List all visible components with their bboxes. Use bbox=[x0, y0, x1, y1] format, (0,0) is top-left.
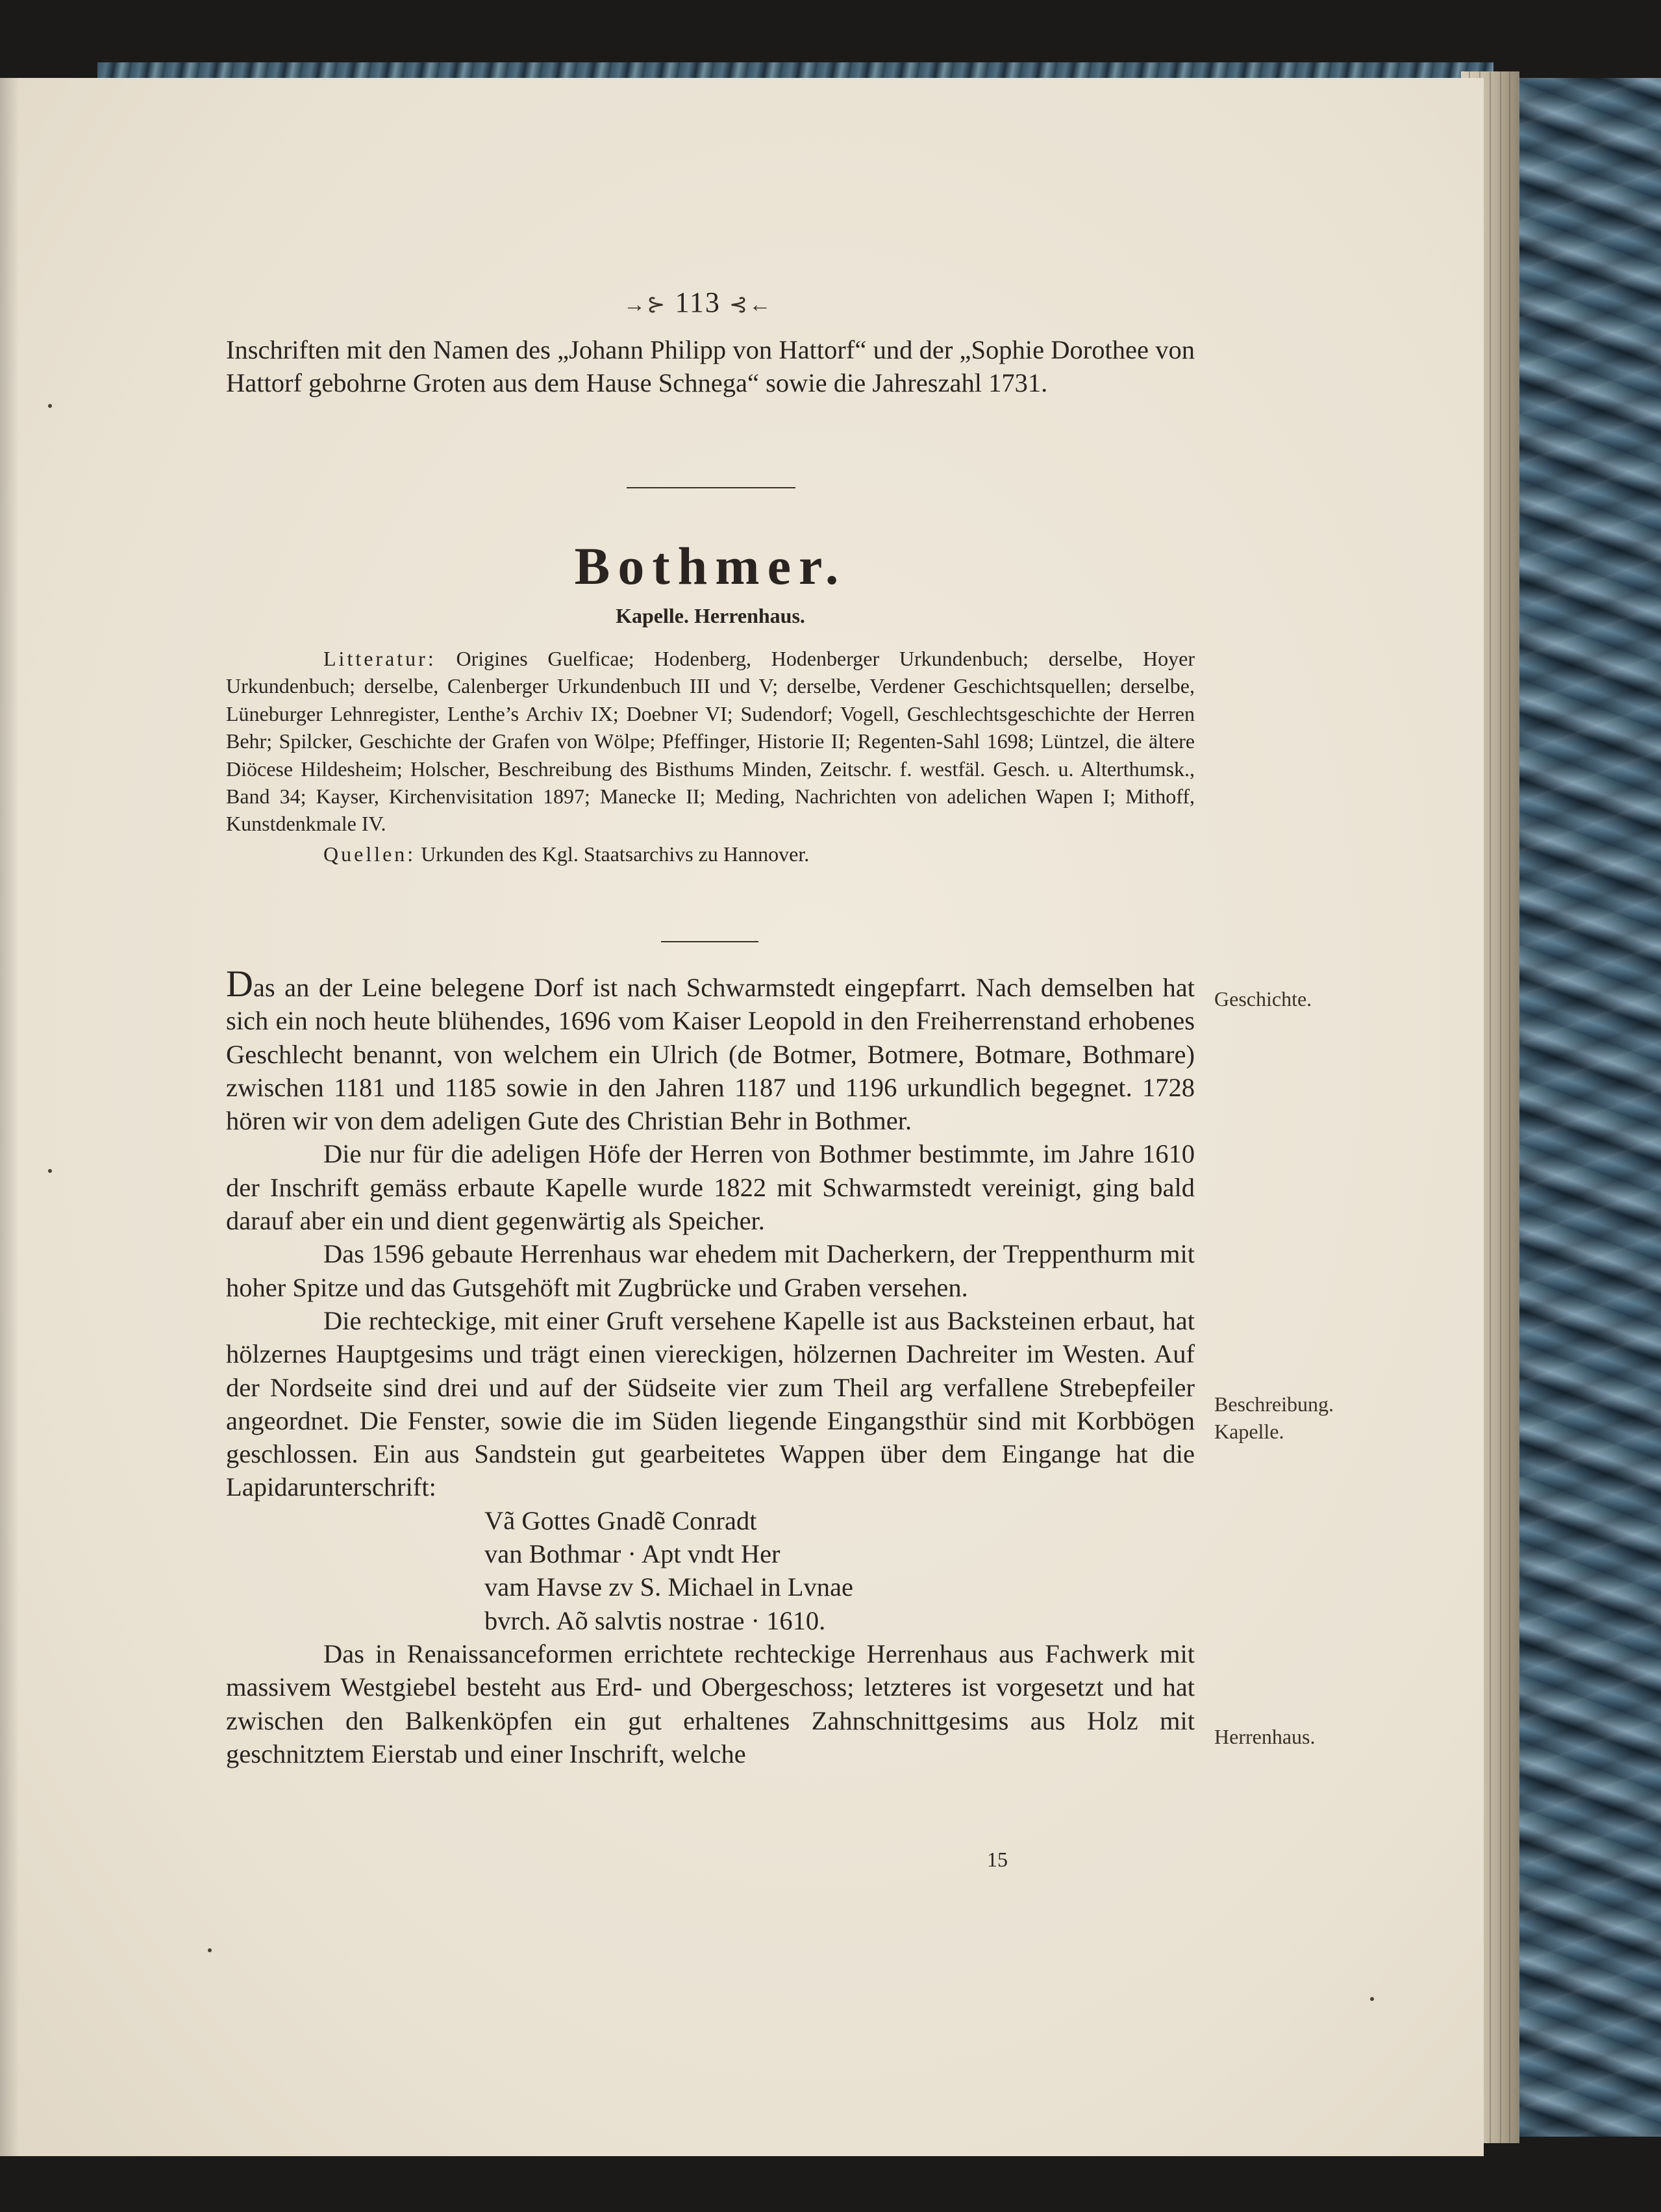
literature-entry bbox=[226, 645, 1195, 838]
header-ornament-left: →⊱ bbox=[623, 293, 667, 317]
inscription-line: vam Havse zv S. Michael in Lvnae bbox=[484, 1572, 853, 1602]
sources-text: Urkunden des Kgl. Staatsarchivs zu Hannover. bbox=[421, 842, 810, 866]
intro-text: Inschriften mit den Namen des „Johann Philipp von Hattorf“ und der „Sophie Dorothee von Hattorf gebohrne Groten aus dem Hause Schnega“ sowie die Jahreszahl 1731. bbox=[226, 335, 1195, 398]
paragraph-history: Das an der Leine belegene Dorf ist nach Schwarmstedt eingepfarrt. Nach demselben hat sich ein noch heute blühendes, 1696 vom Kaiser Leopold in den Freiherrenstand erhobenes Geschlecht benannt, von welchem ein Ulrich (de Botmer, Botmere, Botmare, Bothmare) zwischen 1181 und 1185 sowie in den Jahren 1187 und 1196 urkundlich begegnet. 1728 hören wir von dem adeligen Gute des Christian Behr in Bothmer. bbox=[226, 962, 1195, 1136]
marbled-cover-edge bbox=[1513, 78, 1661, 2137]
sources-entry bbox=[226, 840, 1195, 868]
paragraph-chapel-description: Die rechteckige, mit einer Gruft versehene Kapelle ist aus Backsteinen erbaut, hat hölzernes Hauptgesims und trägt einen viereckigen, hölzernen Dachreiter im Westen. Auf der Nordseite sind drei und auf der Südseite vier zum Theil arg verfallene Strebepfeiler angeordnet. Die Fenster, sowie die im Süden liegende Eingangsthür sind mit Korbbögen geschlossen. Ein aus Sandstein gut gearbeitetes Wappen über dem Eingange hat die Lapidarunterschrift: bbox=[226, 1305, 1195, 1502]
margin-note-geschichte: Geschichte. bbox=[1214, 987, 1312, 1011]
header-ornament-right: ⊰← bbox=[729, 293, 773, 317]
section-divider-bottom bbox=[661, 941, 758, 942]
inscription-line: van Bothmar · Apt vndt Her bbox=[484, 1539, 781, 1569]
paragraph-manor-history: Das 1596 gebaute Herrenhaus war ehedem mit Dacherkern, der Treppenthurm mit hoher Spitze und das Gutsgehöft mit Zugbrücke und Graben versehen. bbox=[226, 1239, 1195, 1302]
section-subtitle: Kapelle. Herrenhaus. bbox=[616, 604, 805, 627]
intro-paragraph bbox=[226, 333, 1195, 400]
paragraph-chapel-history: Die nur für die adeligen Höfe der Herren von Bothmer bestimmte, im Jahre 1610 der Inschrift gemäss erbaute Kapelle wurde 1822 mit Schwarmstedt vereinigt, ging bald darauf aber ein und dient gegenwärtig als Speicher. bbox=[226, 1139, 1195, 1236]
inscription-line: Vã Gottes Gnadẽ Conradt bbox=[484, 1505, 757, 1535]
section-title: Bothmer. bbox=[574, 536, 847, 596]
margin-note-kapelle: Kapelle. bbox=[1214, 1420, 1284, 1443]
gutter-shadow bbox=[0, 78, 19, 2156]
paragraph-manor-description: Das in Renaissanceformen errichtete rechteckige Herrenhaus aus Fachwerk mit massivem Westgiebel besteht aus Erd- und Obergeschoss; letzteres ist vorgesetzt und hat zwischen den Balkenköpfen ein gut erhaltenes Zahnschnittgesims aus Holz mit geschnitztem Eierstab und einer Inschrift, welche bbox=[226, 1639, 1195, 1768]
main-text bbox=[226, 962, 1195, 1770]
literature-text: Origines Guelficae; Hodenberg, Hodenberger Urkundenbuch; derselbe, Hoyer Urkundenbuch; derselbe, Calenberger Urkundenbuch III und V; derselbe, Verdener Geschichtsquellen; derselbe, Lüneburger Lehnregister, Lenthe’s Archiv IX; Doebner VI; Sudendorf; Vogell, Geschlechtsgeschichte der Herren Behr; Spilcker, Geschichte der Grafen von Wölpe; Pfeffinger, Historie II; Regenten-Sahl 1698; Lüntzel, die ältere Diöcese Hildesheim; Holscher, Beschreibung des Bisthums Minden, Zeitschr. f. westfäl. Gesch. u. Alterthumsk., Band 34; Kayser, Kirchenvisitation 1897; Manecke II; Meding, Nachrichten von adelichen Wapen I; Mithoff, Kunstdenkmale IV. bbox=[226, 647, 1195, 836]
margin-note-herrenhaus: Herrenhaus. bbox=[1214, 1725, 1316, 1748]
section-divider-top bbox=[627, 487, 795, 488]
signature-mark: 15 bbox=[987, 1848, 1008, 1871]
literature-label: Litteratur: bbox=[323, 647, 436, 670]
page-number: 113 bbox=[675, 286, 721, 318]
bibliography bbox=[226, 645, 1195, 868]
drop-cap: D bbox=[226, 962, 253, 1005]
inscription-line: bvrch. Aõ salvtis nostrae · 1610. bbox=[484, 1605, 826, 1635]
margin-note-beschreibung: Beschreibung. bbox=[1214, 1392, 1334, 1416]
page-header bbox=[623, 286, 772, 319]
sources-label: Quellen: bbox=[323, 842, 416, 866]
